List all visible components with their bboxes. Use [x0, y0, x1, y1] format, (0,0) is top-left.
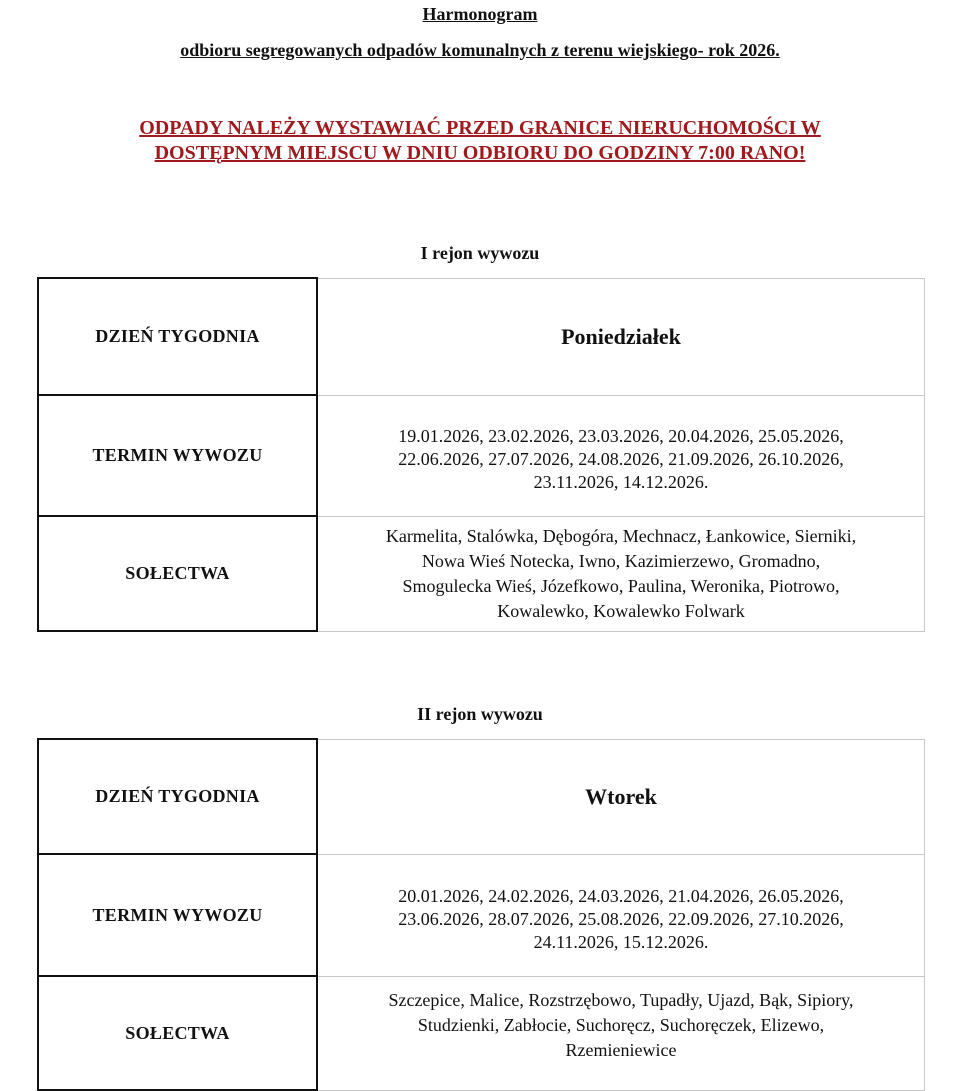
region-1-schedule-table: [37, 277, 925, 632]
village-line: Kowalewko, Kowalewko Folwark: [497, 600, 745, 621]
dates-label: TERMIN WYWOZU: [38, 854, 317, 976]
date-line: 23.06.2026, 28.07.2026, 25.08.2026, 22.09.2026, 27.10.2026,: [398, 908, 844, 929]
villages-value: [317, 976, 925, 1090]
region-2-schedule-table: [37, 738, 925, 1091]
table-row: [38, 739, 925, 854]
date-line: 24.11.2026, 15.12.2026.: [533, 931, 709, 952]
region-2-title: II rejon wywozu: [417, 704, 543, 724]
document-title: Harmonogram: [422, 4, 538, 24]
villages-label: SOŁECTWA: [38, 516, 317, 631]
day-label: DZIEŃ TYGODNIA: [38, 278, 317, 395]
date-line: 22.06.2026, 27.07.2026, 24.08.2026, 21.09.2026, 26.10.2026,: [398, 449, 844, 469]
villages-value: [317, 516, 925, 631]
village-line: Nowa Wieś Notecka, Iwno, Kazimierzewo, Gromadno,: [421, 550, 821, 571]
village-line: Rzemieniewice: [565, 1039, 677, 1060]
table-row: [38, 976, 925, 1090]
date-line: 19.01.2026, 23.02.2026, 23.03.2026, 20.04.2026, 25.05.2026,: [398, 426, 844, 446]
village-line: Studzienki, Zabłocie, Suchoręcz, Suchoręczek, Elizewo,: [417, 1014, 825, 1035]
day-value: Wtorek: [317, 739, 925, 854]
warning-line: ODPADY NALEŻY WYSTAWIAĆ PRZED GRANICE NIERUCHOMOŚCI W: [139, 117, 821, 139]
table-row: [38, 278, 925, 395]
village-line: Smogulecka Wieś, Józefkowo, Paulina, Weronika, Piotrowo,: [402, 575, 840, 596]
day-label: DZIEŃ TYGODNIA: [38, 739, 317, 854]
table-row: [38, 395, 925, 516]
dates-value: [317, 854, 925, 976]
warning-line: DOSTĘPNYM MIEJSCU W DNIU ODBIORU DO GODZINY 7:00 RANO!: [154, 142, 806, 164]
day-value: Poniedziałek: [317, 278, 925, 395]
villages-label: SOŁECTWA: [38, 976, 317, 1090]
village-line: Szczepice, Malice, Rozstrzębowo, Tupadły, Ujazd, Bąk, Sipiory,: [388, 989, 854, 1010]
village-line: Karmelita, Stalówka, Dębogóra, Mechnacz, Łankowice, Sierniki,: [385, 525, 857, 546]
date-line: 20.01.2026, 24.02.2026, 24.03.2026, 21.04.2026, 26.05.2026,: [398, 885, 844, 906]
dates-label: TERMIN WYWOZU: [38, 395, 317, 516]
dates-value: [317, 395, 925, 516]
region-1-title: I rejon wywozu: [420, 243, 540, 263]
warning-notice: [0, 116, 960, 166]
table-row: [38, 516, 925, 631]
document-subtitle: odbioru segregowanych odpadów komunalnych z terenu wiejskiego- rok 2026.: [180, 40, 780, 60]
table-row: [38, 854, 925, 976]
date-line: 23.11.2026, 14.12.2026.: [533, 472, 709, 492]
